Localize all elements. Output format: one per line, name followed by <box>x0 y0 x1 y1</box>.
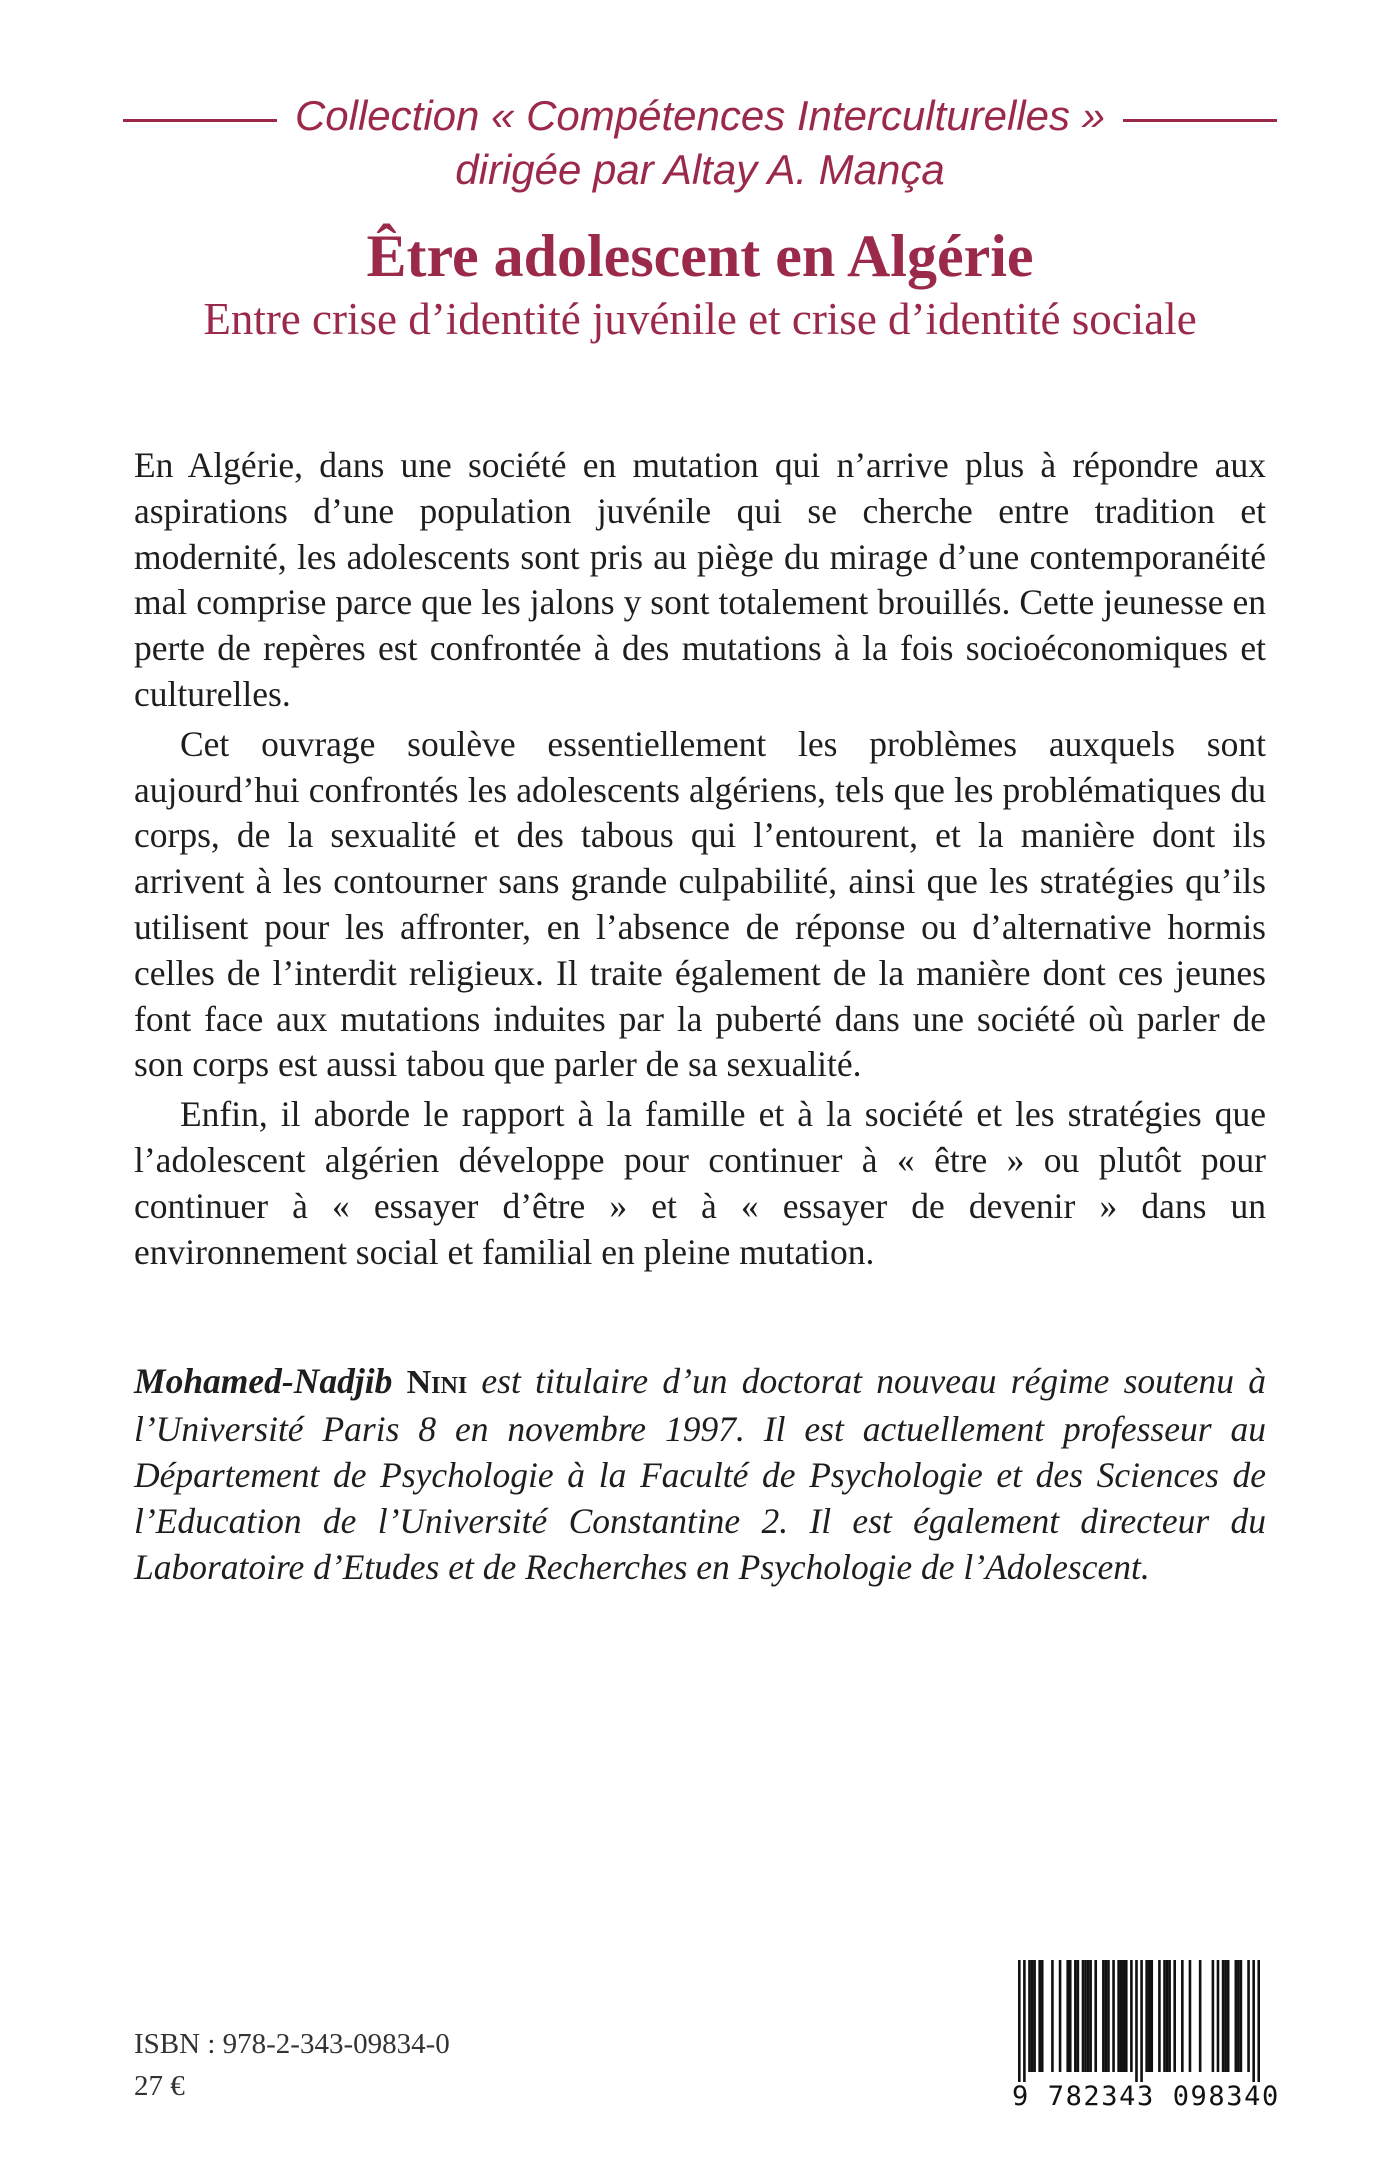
barcode-bar <box>1102 1960 1105 2072</box>
barcode-bar <box>1082 1960 1085 2072</box>
barcode-bar <box>1222 1960 1225 2072</box>
barcode-bar <box>1237 1960 1240 2072</box>
barcode-bar <box>1117 1960 1120 2072</box>
barcode-bar <box>1235 1960 1238 2072</box>
barcode-bar <box>1120 1960 1123 2072</box>
book-summary <box>134 443 1266 1279</box>
barcode-bar <box>1028 1960 1031 2072</box>
barcode-bar <box>1125 1960 1128 2072</box>
price: 27 € <box>134 2070 185 2102</box>
barcode-bar <box>1087 1960 1090 2072</box>
barcode-bar <box>1059 1960 1062 2072</box>
book-title: Être adolescent en Algérie <box>366 223 1034 289</box>
summary-paragraph-2: Cet ouvrage soulève essentiellement les problèmes auxquels sont aujourd’hui confrontés les adolescents algériens, tels que les problématiques du corps, de la sexualité et des tabous qui l’entourent, et la manière dont ils arrivent à les contourner sans grande culpabilité, ainsi que les stratégies qu’ils utilisent pour les affronter, en l’absence de réponse ou d’alternative hormis celles de l’interdit religieux. Il traite également de la manière dont ces jeunes font face aux mutations induites par la puberté dans une société où parler de son corps est aussi tabou que parler de sa sexualité. <box>134 723 1266 1085</box>
barcode-bar <box>1051 1960 1054 2072</box>
barcode-bar <box>1122 1960 1125 2072</box>
barcode-bar <box>1135 1960 1138 2082</box>
barcode-bar <box>1189 1960 1192 2072</box>
collection-name: Collection « Compétences Interculturelles » <box>294 92 1106 139</box>
cover-header <box>0 88 1400 346</box>
barcode-bar <box>1031 1960 1034 2072</box>
barcode-bar <box>1199 1960 1202 2072</box>
barcode-bar <box>1023 1960 1026 2082</box>
barcode-bar <box>1173 1960 1176 2072</box>
barcode-bar <box>1130 1960 1133 2072</box>
barcode-bar <box>1181 1960 1184 2072</box>
right-rule <box>1123 119 1277 122</box>
barcode-bar <box>1066 1960 1069 2072</box>
barcode-bar <box>1247 1960 1250 2072</box>
barcode-bar <box>1077 1960 1080 2072</box>
barcode-bar <box>1227 1960 1230 2072</box>
isbn: ISBN : 978-2-343-09834-0 <box>134 2028 450 2060</box>
barcode-bar <box>1212 1960 1215 2072</box>
summary-paragraph-1: En Algérie, dans une société en mutation qui n’arrive plus à répondre aux aspirations d’une population juvénile qui se cherche entre tradition et modernité, les adolescents sont pris au piège du mirage d’une contemporanéité mal comprise parce que les jalons y sont totalement brouillés. Cette jeunesse en perte de repères est confrontée à des mutations à la fois socioéconomiques et culturelles. <box>134 445 1266 714</box>
barcode-bar <box>1257 1960 1260 2082</box>
barcode-bar <box>1158 1960 1161 2072</box>
barcode-bar <box>1107 1960 1110 2072</box>
barcode-bar <box>1038 1960 1041 2072</box>
summary-paragraph-3: Enfin, il aborde le rapport à la famille et à la société et les stratégies que l’adolescent algérien développe pour continuer à « être » ou plutôt pour continuer à « essayer d’être » et à « essayer de devenir » dans un environnement social et familial en pleine mutation. <box>134 1094 1266 1272</box>
barcode-bar <box>1217 1960 1220 2072</box>
barcode-bars <box>1018 1960 1260 2082</box>
left-rule <box>123 119 277 122</box>
barcode-bar <box>1252 1960 1255 2082</box>
barcode-bar <box>1094 1960 1097 2072</box>
author-bio-text: est titulaire d’un doctorat nouveau régime soutenu à l’Université Paris 8 en novembre 1997. Il est actuellement professeur au Département de Psychologie à la Faculté de Psychologie et des Sciences de l’Education de l’Université Constantine 2. Il est également directeur du Laboratoire d’Etudes et de Recherches en Psychologie de l’Adolescent. <box>134 1361 1266 1587</box>
author-first-name: Mohamed-Nadjib <box>134 1361 407 1401</box>
collection-row <box>0 88 1400 144</box>
barcode-bar <box>1069 1960 1072 2072</box>
barcode-bar <box>1224 1960 1227 2072</box>
barcode-bar <box>1074 1960 1077 2072</box>
barcode-bar <box>1112 1960 1115 2072</box>
barcode-bar <box>1084 1960 1087 2072</box>
barcode-bar <box>1166 1960 1169 2072</box>
barcode-bar <box>1018 1960 1021 2082</box>
barcode-bar <box>1240 1960 1243 2072</box>
barcode-bar <box>1148 1960 1151 2072</box>
barcode-bar <box>1163 1960 1166 2072</box>
barcode-bar <box>1168 1960 1171 2072</box>
book-subtitle: Entre crise d’identité juvénile et crise d’identité sociale <box>203 294 1197 344</box>
author-surname: Nini <box>406 1364 468 1401</box>
barcode-bar <box>1033 1960 1036 2072</box>
barcode-bar <box>1041 1960 1044 2072</box>
barcode-bar <box>1140 1960 1143 2082</box>
barcode-digits: 9 782343 098340 <box>1012 2081 1280 2112</box>
barcode-bar <box>1150 1960 1153 2072</box>
barcode-bar <box>1089 1960 1092 2072</box>
collection-director: dirigée par Altay A. Mança <box>455 146 945 193</box>
barcode-bar <box>1145 1960 1148 2072</box>
author-bio <box>134 1358 1266 1590</box>
barcode-bar <box>1105 1960 1108 2072</box>
